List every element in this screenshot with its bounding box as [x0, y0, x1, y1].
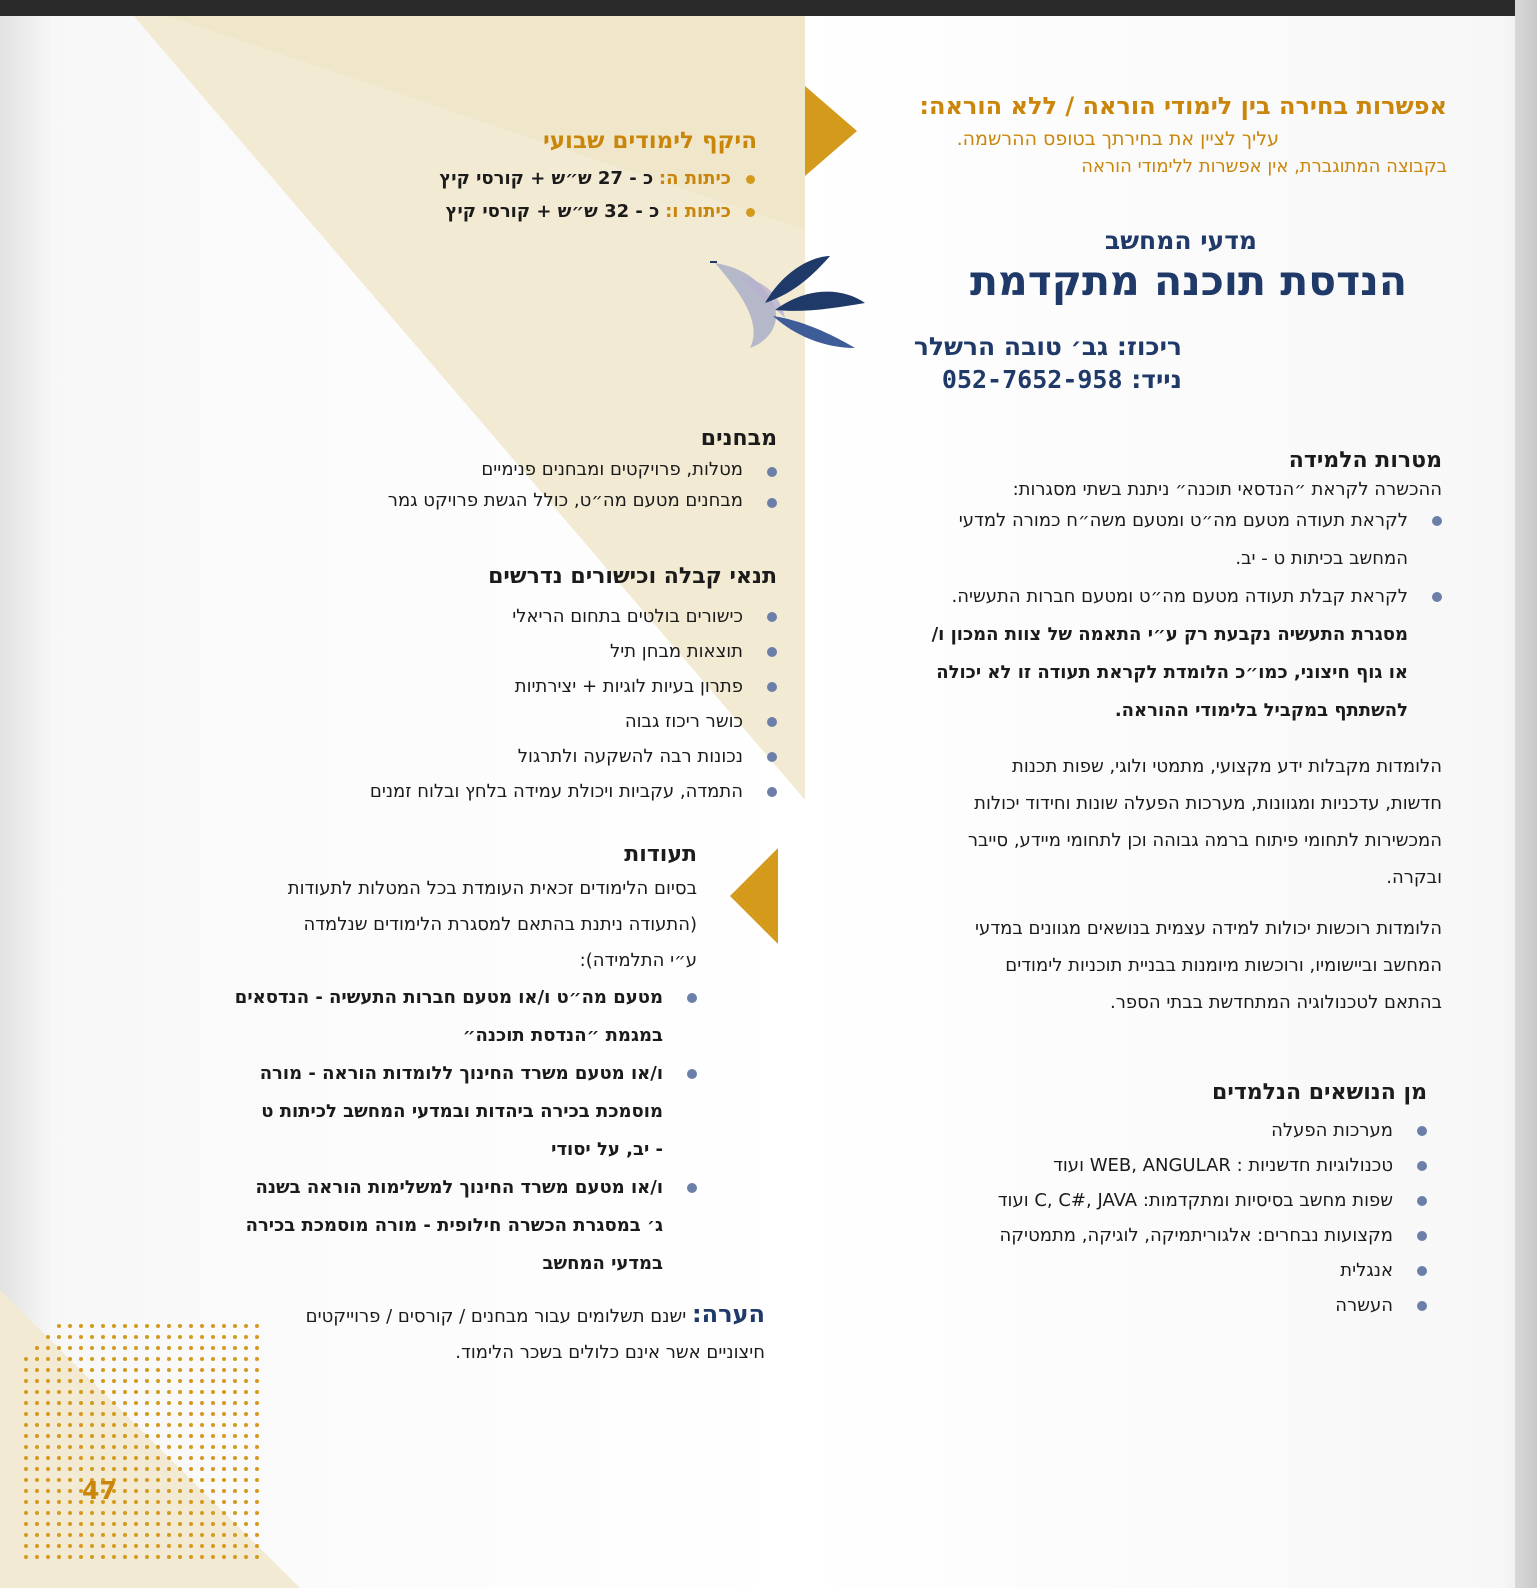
bullet-icon	[687, 1069, 697, 1079]
bullet-icon	[1417, 1196, 1427, 1206]
bullet-icon	[767, 612, 777, 622]
bullet-icon	[767, 467, 777, 477]
list-item: כושר ריכוז גבוה	[197, 704, 777, 739]
scope-item-label: כיתות ה:	[658, 168, 731, 189]
bullet-icon	[767, 682, 777, 692]
bullet-icon	[687, 993, 697, 1003]
program-subtitle: מדעי המחשב	[1104, 226, 1257, 255]
bullet-icon	[1432, 592, 1442, 602]
admission-list	[197, 599, 777, 809]
gold-arrow-left-icon	[730, 848, 778, 944]
bullet-icon	[767, 752, 777, 762]
goals-section	[842, 448, 1442, 1021]
note-label: הערה:	[691, 1300, 765, 1328]
list-item: מטעם מה״ט ו/או מטעם חברות התעשיה - הנדסאים במגמת ״הנדסת תוכנה״	[167, 979, 697, 1055]
bullet-icon	[1417, 1266, 1427, 1276]
bullet-icon	[767, 647, 777, 657]
coordinator-block	[802, 332, 1182, 394]
scope-item-text: כ - 27 ש״ש + קורסי קיץ	[439, 168, 654, 189]
admission-title: תנאי קבלה וכישורים נדרשים	[488, 564, 777, 589]
bullet-icon	[767, 498, 777, 508]
list-item: ו/או מטעם משרד החינוך ללומדות הוראה - מורה מוסמכת בכירה ביהדות ובמדעי המחשב לכיתות ט - יב, על יסודי	[167, 1055, 697, 1169]
bullet-icon	[1417, 1161, 1427, 1171]
goals-paragraph-1: הלומדות מקבלות ידע מקצועי, מתמטי ולוגי, שפות תכנות חדשות, עדכניות ומגוונות, מערכות הפעלה שונות וחידוד יכולות המכשירות לתחומי פיתוח ברמה גבוהה וכן לתחומי מיידע, סייבר ובקרה.	[967, 756, 1442, 888]
bullet-icon	[746, 208, 755, 217]
coordinator-name: ריכוז: גב׳ טובה הרשלר	[913, 332, 1182, 361]
list-item: נכונות רבה להשקעה ולתרגול	[197, 739, 777, 774]
certificates-intro-line: ע״י התלמידה):	[579, 950, 697, 971]
bullet-icon	[1432, 516, 1442, 526]
scope-title: היקף לימודים שבועי	[542, 128, 757, 154]
goals-title: מטרות הלמידה	[1288, 448, 1442, 473]
scope-item	[377, 201, 757, 222]
bullet-icon	[767, 787, 777, 797]
topics-list	[827, 1113, 1427, 1323]
note-line-2: חיצוניים אשר אינם כלולים בשכר הלימוד.	[455, 1342, 765, 1363]
choice-line-1: עליך לציין את בחירתך בטופס ההרשמה.	[956, 128, 1279, 150]
scope-item	[377, 168, 757, 189]
bullet-icon	[1417, 1231, 1427, 1241]
list-item: מקצועות נבחרים: אלגוריתמיקה, לוגיקה, מתמטיקה	[827, 1218, 1427, 1253]
weekly-scope-section	[377, 128, 757, 222]
certificates-intro-line: (התעודה ניתנת בהתאם למסגרת הלימודים שנלמדה	[303, 914, 697, 935]
goals-intro: ההכשרה לקראת ״הנדסאי תוכנה״ ניתנת בשתי מסגרות:	[1012, 479, 1442, 500]
bullet-icon	[746, 175, 755, 184]
list-item: לקראת קבלת תעודה מטעם מה״ט ומטעם חברות התעשיה. מסגרת התעשיה נקבעת רק ע״י התאמה של צוות המכון ו/ או גוף חיצוני, כמו״כ הלומדת לקראת תעודה זו לא יכולה להשתתף במקביל בלימודי ההוראה.	[842, 578, 1442, 730]
goals-paragraph-2: הלומדות רוכשות יכולות למידה עצמית בנושאים מגוונים במדעי המחשב וביישומיו, ורוכשות מיומנות בבניית תוכניות לימודים בהתאם לטכנולוגיה המתחדשת בבתי הספר.	[975, 918, 1442, 1013]
certificates-list	[167, 979, 697, 1283]
page-number: 47	[82, 1476, 117, 1505]
exams-title: מבחנים	[700, 426, 777, 451]
program-header	[847, 226, 1407, 305]
bullet-icon	[1417, 1126, 1427, 1136]
scope-item-label: כיתות ו:	[665, 201, 731, 222]
list-item: אנגלית	[827, 1253, 1427, 1288]
program-title: הנדסת תוכנה מתקדמת	[970, 257, 1407, 305]
page-top-edge	[0, 0, 1537, 16]
bullet-icon	[687, 1183, 697, 1193]
list-item: ו/או מטעם משרד החינוך למשלימות הוראה בשנה ג׳ במסגרת הכשרה חילופית - מורה מוסמכת בכירה במדעי המחשב	[167, 1169, 697, 1283]
phone-number: 052-7652-958	[941, 365, 1123, 394]
list-item: התמדה, עקביות ויכולת עמידה בלחץ ובלוח זמנים	[197, 774, 777, 809]
topics-title: מן הנושאים הנלמדים	[1212, 1080, 1427, 1105]
list-item: שפות מחשב בסיסיות ומתקדמות: C, C#, JAVA ועוד	[827, 1183, 1427, 1218]
phone-label: נייד:	[1131, 365, 1182, 394]
bullet-icon	[1417, 1301, 1427, 1311]
scope-item-text: כ - 32 ש״ש + קורסי קיץ	[445, 201, 660, 222]
note-line-1: ישנם תשלומים עבור מבחנים / קורסים / פרוייקטים	[305, 1306, 687, 1327]
page-right-edge	[1515, 0, 1537, 1588]
bullet-icon	[767, 717, 777, 727]
list-item: העשרה	[827, 1288, 1427, 1323]
topics-section	[827, 1080, 1427, 1323]
list-item: כישורים בולטים בתחום הריאלי	[197, 599, 777, 634]
list-item: תוצאות מבחן תיל	[197, 634, 777, 669]
exams-section	[197, 426, 777, 511]
list-item: מטלות, פרויקטים ומבחנים פנימיים	[197, 459, 777, 480]
goals-list	[842, 502, 1442, 730]
certificates-intro-line: בסיום הלימודים זכאית העומדת בכל המטלות לתעודות	[287, 878, 697, 899]
list-item: מערכות הפעלה	[827, 1113, 1427, 1148]
list-item: טכנולוגיות חדשניות : WEB, ANGULAR ועוד	[827, 1148, 1427, 1183]
certificates-section	[167, 842, 697, 1283]
admission-section	[197, 564, 777, 809]
choice-title: אפשרות בחירה בין לימודי הוראה / ללא הוראה:	[919, 92, 1447, 120]
list-item: לקראת תעודה מטעם מה״ט ומטעם משה״ח כמורה למדעי המחשב בכיתות ט - יב.	[842, 502, 1442, 578]
choice-section	[847, 92, 1447, 177]
list-item: מבחנים מטעם מה״ט, כולל הגשת פרויקט גמר	[197, 490, 777, 511]
exams-list	[197, 459, 777, 511]
choice-line-2: בקבוצה המתוגברת, אין אפשרות ללימודי הוראה	[1081, 156, 1447, 177]
list-item: פתרון בעיות לוגיות + יצירתיות	[197, 669, 777, 704]
certificates-title: תעודות	[624, 842, 697, 867]
dot-pattern-decoration	[20, 1320, 270, 1580]
